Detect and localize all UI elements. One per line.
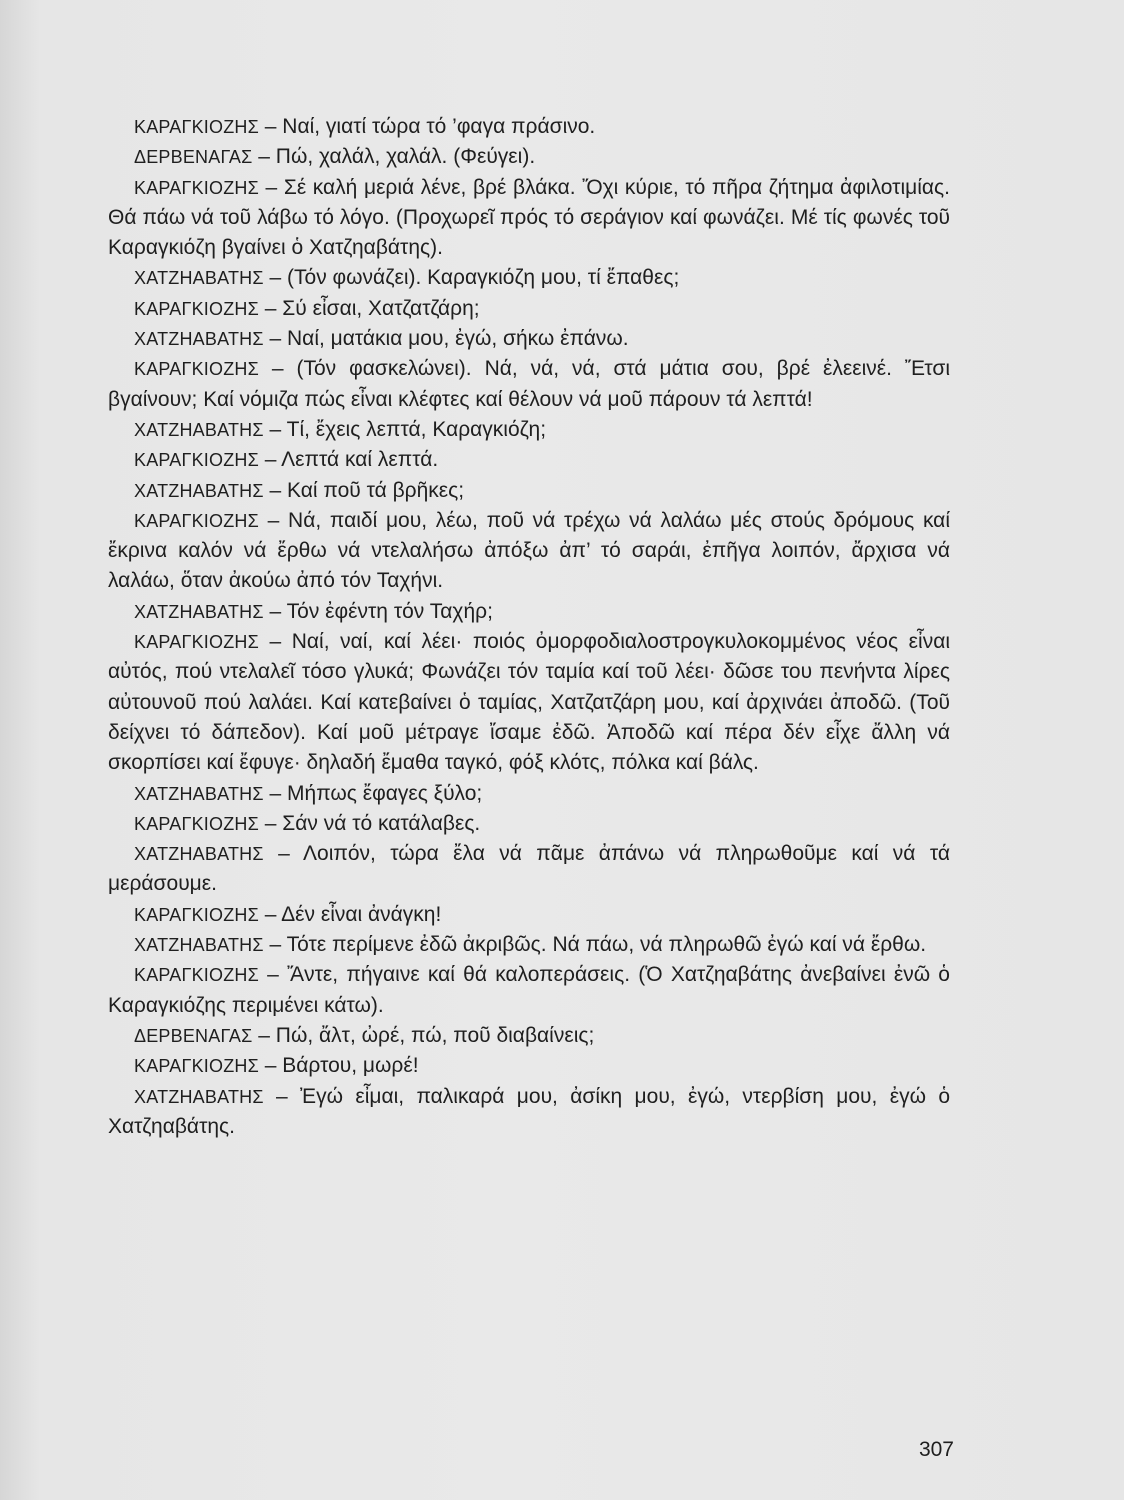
dialogue-line-22 xyxy=(108,1082,950,1143)
line-text: – Ναί, ματάκια μου, ἐγώ, σήκω ἐπάνω. xyxy=(263,327,629,351)
line-text: – Λεπτά καί λεπτά. xyxy=(258,448,439,472)
dialogue-line-3 xyxy=(108,173,950,264)
dialogue-line-17 xyxy=(108,900,950,930)
dialogue-line-19 xyxy=(108,960,950,1021)
line-text: – Βάρτου, μωρέ! xyxy=(258,1054,419,1078)
dialogue-line-20 xyxy=(108,1021,950,1051)
dialogue-line-9 xyxy=(108,445,950,475)
line-text: – Ναί, ναί, καί λέει· ποιός ὀμορφοδιαλοστρογκυλοκομμένος νέος εἶναι αὐτός, πού ντελαλεῖ τόσο γλυκά; Φωνάζει τόν ταμία καί τοῦ λέει· δῶσε του πενήντα λίρες αὐτουνοῦ πού λαλάει. Καί κατεβαίνει ὁ ταμίας, Χατζατζάρη μου, καί ἀρχινάει ἀποδῶ. (Τοῦ δείχνει τό δάπεδον). Καί μοῦ μέτραγε ἴσαμε ἐδῶ. Ἀποδῶ καί πέρα δέν εἶχε ἄλλη νά σκορπίσει καί ἔφυγε· δηλαδή ἔμαθα ταγκό, φόξ κλότς, πόλκα καί βάλς. xyxy=(108,630,950,775)
line-text: – (Τόν φασκελώνει). Νά, νά, νά, στά μάτια σου, βρέ ἐλεεινέ. Ἔτσι βγαίνουν; Καί νόμιζα πώς εἶναι κλέφτες καί θέλουν νά μοῦ πάρουν τά λεπτά! xyxy=(108,357,950,411)
line-text: – Μήπως ἔφαγες ξύλο; xyxy=(263,781,483,805)
dialogue-line-4 xyxy=(108,263,950,293)
dialogue-line-2 xyxy=(108,142,950,172)
speaker-name: ΚΑΡΑΓΚΙΟΖΗΣ xyxy=(134,298,259,319)
dialogue-line-13 xyxy=(108,627,950,778)
line-text: – Ναί, γιατί τώρα τό ’φαγα πράσινο. xyxy=(258,115,596,138)
line-text: – Πώ, ἄλτ, ὠρέ, πώ, ποῦ διαβαίνεις; xyxy=(252,1023,595,1047)
speaker-name: ΚΑΡΑΓΚΙΟΖΗΣ xyxy=(134,904,259,925)
dialogue-line-10 xyxy=(108,476,950,506)
line-text: – Τόν ἐφέντη τόν Ταχήρ; xyxy=(263,599,493,623)
speaker-name: ΚΑΡΑΓΚΙΟΖΗΣ xyxy=(134,1056,259,1077)
speaker-name: ΚΑΡΑΓΚΙΟΖΗΣ xyxy=(134,510,259,531)
dialogue-line-8 xyxy=(108,415,950,445)
speaker-name: ΧΑΤΖΗΑΒΑΤΗΣ xyxy=(134,783,264,804)
line-text: – Ἄντε, πήγαινε καί θά καλοπεράσεις. (Ὁ Χατζηαβάτης ἀνεβαίνει ἐνῶ ὁ Καραγκιόζης περιμένει κάτω). xyxy=(108,963,950,1017)
speaker-name: ΚΑΡΑΓΚΙΟΖΗΣ xyxy=(134,632,259,653)
dialogue-line-7 xyxy=(108,354,950,415)
line-text: – Τί, ἔχεις λεπτά, Καραγκιόζη; xyxy=(263,417,547,441)
line-text: – Σύ εἶσαι, Χατζατζάρη; xyxy=(258,296,480,320)
dialogue-line-18 xyxy=(108,930,950,960)
speaker-name: ΚΑΡΑΓΚΙΟΖΗΣ xyxy=(134,359,259,380)
dialogue-line-21 xyxy=(108,1051,950,1081)
line-text: – Ἐγώ εἶμαι, παλικαρά μου, ἀσίκη μου, ἐγώ, ντερβίση μου, ἐγώ ὁ Χατζηαβάτης. xyxy=(108,1084,950,1138)
dialogue-line-11 xyxy=(108,506,950,597)
line-text: – Λοιπόν, τώρα ἔλα νά πᾶμε ἀπάνω νά πληρωθοῦμε καί νά τά μεράσουμε. xyxy=(108,842,950,896)
line-text: – Καί ποῦ τά βρῆκες; xyxy=(263,478,465,502)
line-text: – Σάν νά τό κατάλαβες. xyxy=(258,811,481,835)
speaker-name: ΚΑΡΑΓΚΙΟΖΗΣ xyxy=(134,450,259,471)
speaker-name: ΧΑΤΖΗΑΒΑΤΗΣ xyxy=(134,935,264,956)
line-text: – Δέν εἶναι ἀνάγκη! xyxy=(258,902,442,926)
speaker-name: ΚΑΡΑΓΚΙΟΖΗΣ xyxy=(134,117,259,137)
dialogue-line-14 xyxy=(108,779,950,809)
line-text: – Τότε περίμενε ἐδῶ ἀκριβῶς. Νά πάω, νά πληρωθῶ ἐγώ καί νά ἔρθω. xyxy=(263,933,927,957)
line-text: – Πώ, χαλάλ, χαλάλ. (Φεύγει). xyxy=(252,145,536,169)
dialogue-line-1 xyxy=(108,112,950,142)
line-text: – Σέ καλή μεριά λένε, βρέ βλάκα. Ὄχι κύριε, τό πῆρα ζήτημα ἀφιλοτιμίας. Θά πάω νά τοῦ λάβω τό λόγο. (Προχωρεῖ πρός τό σεράγιον καί φωνάζει. Μέ τίς φωνές τοῦ Καραγκιόζη βγαίνει ὁ Χατζηαβάτης). xyxy=(108,175,950,260)
speaker-name: ΧΑΤΖΗΑΒΑΤΗΣ xyxy=(134,480,264,501)
dialogue-line-6 xyxy=(108,324,950,354)
speaker-name: ΧΑΤΖΗΑΒΑΤΗΣ xyxy=(134,601,264,622)
speaker-name: ΔΕΡΒΕΝΑΓΑΣ xyxy=(134,1025,253,1046)
dialogue-text xyxy=(108,112,950,1142)
speaker-name: ΧΑΤΖΗΑΒΑΤΗΣ xyxy=(134,1086,264,1107)
line-text: – (Τόν φωνάζει). Καραγκιόζη μου, τί ἔπαθες; xyxy=(263,266,680,290)
line-text: – Νά, παιδί μου, λέω, ποῦ νά τρέχω νά λαλάω μές στούς δρόμους καί ἔκρινα καλόν νά ἔρθω νά ντελαλήσω ἀπόξω ἀπ’ τό σαράι, ἐπῆγα λοιπόν, ἄρχισα νά λαλάω, ὅταν ἀκούω ἀπό τόν Ταχήνι. xyxy=(108,508,950,593)
speaker-name: ΧΑΤΖΗΑΒΑΤΗΣ xyxy=(134,329,264,350)
speaker-name: ΧΑΤΖΗΑΒΑΤΗΣ xyxy=(134,844,264,865)
dialogue-line-15 xyxy=(108,809,950,839)
speaker-name: ΧΑΤΖΗΑΒΑΤΗΣ xyxy=(134,419,264,440)
dialogue-line-16 xyxy=(108,839,950,900)
dialogue-line-12 xyxy=(108,597,950,627)
speaker-name: ΚΑΡΑΓΚΙΟΖΗΣ xyxy=(134,813,259,834)
page-number: 307 xyxy=(918,1438,954,1461)
speaker-name: ΔΕΡΒΕΝΑΓΑΣ xyxy=(134,147,253,168)
speaker-name: ΚΑΡΑΓΚΙΟΖΗΣ xyxy=(134,177,259,198)
speaker-name: ΧΑΤΖΗΑΒΑΤΗΣ xyxy=(134,268,264,289)
speaker-name: ΚΑΡΑΓΚΙΟΖΗΣ xyxy=(134,965,259,986)
dialogue-line-5 xyxy=(108,294,950,324)
